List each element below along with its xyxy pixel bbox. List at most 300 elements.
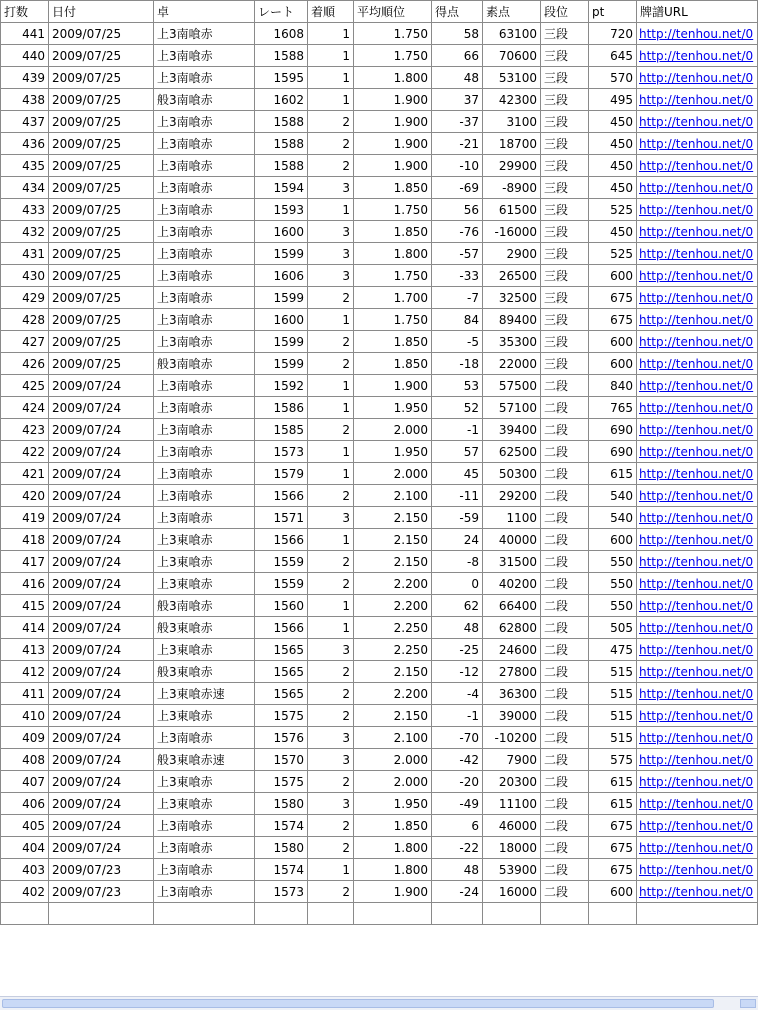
placement-cell: 1 [308,441,353,462]
dan-rank-cell: 二段 [541,419,588,440]
raw-points-cell: 7900 [483,749,540,770]
table-type-cell: 般3東喰赤 [154,661,254,682]
average-rank-cell: 1.850 [354,221,431,242]
log-url-cell [637,155,757,176]
date-cell: 2009/07/25 [49,133,153,154]
date-cell: 2009/07/24 [49,573,153,594]
pt-cell: 515 [589,727,636,748]
col-header-rate: レート [255,1,307,22]
raw-points-cell: 62500 [483,441,540,462]
dan-rank-cell: 二段 [541,881,588,902]
log-url-link[interactable]: http://tenhou.net/0 [639,180,754,195]
table-row [1,375,757,396]
log-url-link[interactable]: http://tenhou.net/0 [639,796,754,811]
log-url-link[interactable]: http://tenhou.net/0 [639,488,754,503]
table-type-cell: 上3南喰赤 [154,859,254,880]
rate-cell: 1559 [255,551,307,572]
log-url-link[interactable]: http://tenhou.net/0 [639,224,754,239]
average-rank-cell: 2.150 [354,529,431,550]
pt-cell: 765 [589,397,636,418]
game-count-cell: 405 [1,815,48,836]
horizontal-scrollbar[interactable] [0,996,758,1010]
score-cell: -10 [432,155,482,176]
table-type-cell: 上3南喰赤 [154,837,254,858]
date-cell [49,903,153,924]
log-url-link[interactable]: http://tenhou.net/0 [639,378,754,393]
dan-rank-cell: 三段 [541,243,588,264]
raw-points-cell: -16000 [483,221,540,242]
table-row [1,221,757,242]
average-rank-cell: 2.000 [354,771,431,792]
score-cell: -33 [432,265,482,286]
average-rank-cell: 2.000 [354,749,431,770]
game-count-cell: 424 [1,397,48,418]
log-url-link[interactable]: http://tenhou.net/0 [639,620,754,635]
average-rank-cell: 1.850 [354,177,431,198]
raw-points-cell: 70600 [483,45,540,66]
average-rank-cell: 2.200 [354,595,431,616]
table-row [1,661,757,682]
table-row [1,265,757,286]
table-row [1,705,757,726]
score-cell: -4 [432,683,482,704]
date-cell: 2009/07/25 [49,309,153,330]
pt-cell: 600 [589,331,636,352]
table-row [1,485,757,506]
game-count-cell: 417 [1,551,48,572]
log-url-cell [637,111,757,132]
log-url-link[interactable]: http://tenhou.net/0 [639,444,754,459]
game-count-cell: 441 [1,23,48,44]
placement-cell: 1 [308,529,353,550]
game-count-cell: 431 [1,243,48,264]
rate-cell: 1588 [255,133,307,154]
pt-cell: 575 [589,749,636,770]
pt-cell: 450 [589,111,636,132]
rate-cell: 1571 [255,507,307,528]
raw-points-cell: 35300 [483,331,540,352]
raw-points-cell: 3100 [483,111,540,132]
raw-points-cell: 32500 [483,287,540,308]
average-rank-cell: 2.100 [354,727,431,748]
date-cell: 2009/07/24 [49,727,153,748]
log-url-cell [637,727,757,748]
dan-rank-cell: 二段 [541,639,588,660]
date-cell: 2009/07/25 [49,177,153,198]
average-rank-cell: 2.150 [354,551,431,572]
table-type-cell: 般3南喰赤 [154,89,254,110]
average-rank-cell: 1.900 [354,375,431,396]
log-url-cell [637,265,757,286]
table-type-cell: 上3南喰赤 [154,331,254,352]
log-url-link[interactable]: http://tenhou.net/0 [639,554,754,569]
log-url-cell [637,199,757,220]
col-header-game-count: 打数 [1,1,48,22]
placement-cell: 3 [308,507,353,528]
dan-rank-cell: 二段 [541,485,588,506]
log-url-link[interactable]: http://tenhou.net/0 [639,818,754,833]
raw-points-cell: 66400 [483,595,540,616]
log-url-link[interactable]: http://tenhou.net/0 [639,334,754,349]
table-row [1,309,757,330]
log-url-cell [637,837,757,858]
log-url-link[interactable]: http://tenhou.net/0 [639,598,754,613]
log-url-cell [637,89,757,110]
scrollbar-thumb[interactable] [2,999,714,1008]
game-count-cell: 413 [1,639,48,660]
log-url-link[interactable]: http://tenhou.net/0 [639,422,754,437]
score-cell: 53 [432,375,482,396]
table-row [1,639,757,660]
rate-cell: 1566 [255,617,307,638]
rate-cell: 1573 [255,881,307,902]
dan-rank-cell: 三段 [541,199,588,220]
dan-rank-cell: 二段 [541,617,588,638]
raw-points-cell: 89400 [483,309,540,330]
table-type-cell: 上3東喰赤 [154,573,254,594]
game-count-cell: 423 [1,419,48,440]
table-row [1,419,757,440]
rate-cell [255,903,307,924]
score-cell: -37 [432,111,482,132]
game-count-cell: 411 [1,683,48,704]
date-cell: 2009/07/24 [49,375,153,396]
average-rank-cell: 2.150 [354,661,431,682]
raw-points-cell: 61500 [483,199,540,220]
rate-cell: 1560 [255,595,307,616]
rate-cell: 1594 [255,177,307,198]
game-count-cell: 415 [1,595,48,616]
table-type-cell: 上3南喰赤 [154,133,254,154]
log-url-link[interactable]: http://tenhou.net/0 [639,356,754,371]
raw-points-cell: 18000 [483,837,540,858]
table-type-cell: 上3南喰赤 [154,45,254,66]
dan-rank-cell: 二段 [541,397,588,418]
log-url-link[interactable]: http://tenhou.net/0 [639,664,754,679]
average-rank-cell: 2.250 [354,639,431,660]
average-rank-cell: 1.800 [354,67,431,88]
placement-cell: 2 [308,155,353,176]
log-url-cell [637,639,757,660]
log-url-cell [637,441,757,462]
date-cell: 2009/07/24 [49,837,153,858]
score-cell: -76 [432,221,482,242]
header-row [1,1,757,22]
table-row [1,463,757,484]
pt-cell: 600 [589,529,636,550]
col-header-table: 卓 [154,1,254,22]
date-cell: 2009/07/25 [49,287,153,308]
placement-cell: 2 [308,133,353,154]
table-type-cell: 上3南喰赤 [154,507,254,528]
date-cell: 2009/07/24 [49,639,153,660]
rate-cell: 1592 [255,375,307,396]
rate-cell: 1570 [255,749,307,770]
game-count-cell: 403 [1,859,48,880]
log-url-cell [637,419,757,440]
game-count-cell: 419 [1,507,48,528]
log-url-link[interactable]: http://tenhou.net/0 [639,268,754,283]
score-cell: -25 [432,639,482,660]
dan-rank-cell: 三段 [541,89,588,110]
dan-rank-cell: 三段 [541,353,588,374]
raw-points-cell: 36300 [483,683,540,704]
pt-cell: 645 [589,45,636,66]
game-count-cell [1,903,48,924]
table-type-cell: 上3東喰赤速 [154,683,254,704]
raw-points-cell: 53100 [483,67,540,88]
average-rank-cell: 1.950 [354,793,431,814]
score-cell: 62 [432,595,482,616]
log-url-cell [637,859,757,880]
placement-cell: 2 [308,661,353,682]
table-row [1,199,757,220]
average-rank-cell: 1.900 [354,111,431,132]
game-count-cell: 429 [1,287,48,308]
pt-cell: 675 [589,815,636,836]
dan-rank-cell: 二段 [541,793,588,814]
rate-cell: 1565 [255,661,307,682]
rate-cell: 1588 [255,111,307,132]
average-rank-cell: 1.750 [354,265,431,286]
table-row [1,177,757,198]
raw-points-cell [483,903,540,924]
dan-rank-cell: 二段 [541,463,588,484]
raw-points-cell: 40200 [483,573,540,594]
dan-rank-cell: 二段 [541,375,588,396]
game-count-cell: 408 [1,749,48,770]
log-url-cell [637,705,757,726]
date-cell: 2009/07/24 [49,441,153,462]
date-cell: 2009/07/25 [49,353,153,374]
date-cell: 2009/07/25 [49,221,153,242]
game-count-cell: 433 [1,199,48,220]
table-type-cell: 上3南喰赤 [154,419,254,440]
log-url-link[interactable]: http://tenhou.net/0 [639,26,754,41]
rate-cell: 1566 [255,485,307,506]
raw-points-cell: 39000 [483,705,540,726]
rate-cell: 1600 [255,309,307,330]
log-url-link[interactable]: http://tenhou.net/0 [639,752,754,767]
log-url-link[interactable]: http://tenhou.net/0 [639,686,754,701]
placement-cell: 2 [308,485,353,506]
log-url-link[interactable]: http://tenhou.net/0 [639,840,754,855]
log-url-link[interactable]: http://tenhou.net/0 [639,202,754,217]
log-url-link[interactable]: http://tenhou.net/0 [639,730,754,745]
table-row [1,793,757,814]
dan-rank-cell: 三段 [541,111,588,132]
raw-points-cell: -10200 [483,727,540,748]
col-header-score: 得点 [432,1,482,22]
scroll-right-button[interactable] [740,999,756,1008]
game-count-cell: 414 [1,617,48,638]
score-cell: 45 [432,463,482,484]
raw-points-cell: 53900 [483,859,540,880]
placement-cell: 3 [308,749,353,770]
rate-cell: 1585 [255,419,307,440]
log-url-cell [637,551,757,572]
pt-cell: 550 [589,573,636,594]
game-count-cell: 440 [1,45,48,66]
pt-cell: 675 [589,859,636,880]
average-rank-cell: 2.000 [354,463,431,484]
dan-rank-cell: 二段 [541,507,588,528]
log-url-link[interactable]: http://tenhou.net/0 [639,862,754,877]
log-url-link[interactable]: http://tenhou.net/0 [639,246,754,261]
score-cell: 66 [432,45,482,66]
date-cell: 2009/07/24 [49,661,153,682]
average-rank-cell: 1.900 [354,89,431,110]
rate-cell: 1586 [255,397,307,418]
rate-cell: 1574 [255,859,307,880]
placement-cell: 1 [308,309,353,330]
log-url-link[interactable]: http://tenhou.net/0 [639,884,754,899]
log-url-link[interactable]: http://tenhou.net/0 [639,312,754,327]
rate-cell: 1559 [255,573,307,594]
date-cell: 2009/07/25 [49,331,153,352]
average-rank-cell: 1.850 [354,331,431,352]
log-url-cell [637,815,757,836]
dan-rank-cell: 三段 [541,155,588,176]
log-url-link[interactable]: http://tenhou.net/0 [639,48,754,63]
score-cell: -24 [432,881,482,902]
game-count-cell: 418 [1,529,48,550]
placement-cell: 1 [308,463,353,484]
pt-cell: 515 [589,705,636,726]
game-count-cell: 426 [1,353,48,374]
rate-cell: 1574 [255,815,307,836]
dan-rank-cell: 三段 [541,23,588,44]
game-count-cell: 430 [1,265,48,286]
log-url-link[interactable]: http://tenhou.net/0 [639,136,754,151]
placement-cell: 2 [308,573,353,594]
average-rank-cell: 1.800 [354,859,431,880]
score-cell: -18 [432,353,482,374]
score-cell: -42 [432,749,482,770]
placement-cell [308,903,353,924]
score-cell: 48 [432,617,482,638]
dan-rank-cell [541,903,588,924]
table-row [1,353,757,374]
log-url-link[interactable]: http://tenhou.net/0 [639,466,754,481]
table-type-cell: 上3南喰赤 [154,727,254,748]
score-cell: -59 [432,507,482,528]
average-rank-cell [354,903,431,924]
log-url-link[interactable]: http://tenhou.net/0 [639,642,754,657]
table-type-cell: 上3南喰赤 [154,67,254,88]
date-cell: 2009/07/24 [49,617,153,638]
average-rank-cell: 1.750 [354,309,431,330]
pt-cell: 450 [589,221,636,242]
dan-rank-cell: 二段 [541,815,588,836]
log-url-cell [637,529,757,550]
raw-points-cell: 46000 [483,815,540,836]
dan-rank-cell: 二段 [541,837,588,858]
game-count-cell: 407 [1,771,48,792]
log-url-link[interactable]: http://tenhou.net/0 [639,158,754,173]
log-url-cell [637,507,757,528]
log-url-link[interactable]: http://tenhou.net/0 [639,774,754,789]
rate-cell: 1576 [255,727,307,748]
pt-cell: 615 [589,463,636,484]
raw-points-cell: 50300 [483,463,540,484]
score-cell: -70 [432,727,482,748]
log-url-cell [637,309,757,330]
rate-cell: 1573 [255,441,307,462]
score-cell: -7 [432,287,482,308]
log-url-cell [637,661,757,682]
table-type-cell: 上3東喰赤 [154,639,254,660]
date-cell: 2009/07/24 [49,397,153,418]
raw-points-cell: 57500 [483,375,540,396]
table-row [1,23,757,44]
placement-cell: 3 [308,243,353,264]
log-url-link[interactable]: http://tenhou.net/0 [639,532,754,547]
log-url-cell [637,463,757,484]
col-header-average-rank: 平均順位 [354,1,431,22]
placement-cell: 2 [308,111,353,132]
dan-rank-cell: 三段 [541,287,588,308]
col-header-log-url: 牌譜URL [637,1,757,22]
date-cell: 2009/07/24 [49,683,153,704]
placement-cell: 2 [308,551,353,572]
table-type-cell [154,903,254,924]
dan-rank-cell: 三段 [541,221,588,242]
table-type-cell: 上3東喰赤 [154,529,254,550]
score-cell: -1 [432,705,482,726]
pt-cell: 615 [589,771,636,792]
average-rank-cell: 1.700 [354,287,431,308]
placement-cell: 1 [308,595,353,616]
log-url-link[interactable]: http://tenhou.net/0 [639,708,754,723]
average-rank-cell: 1.850 [354,353,431,374]
placement-cell: 2 [308,419,353,440]
log-url-link[interactable]: http://tenhou.net/0 [639,290,754,305]
table-row [1,89,757,110]
average-rank-cell: 1.900 [354,155,431,176]
rate-cell: 1599 [255,243,307,264]
log-url-link[interactable]: http://tenhou.net/0 [639,70,754,85]
pt-cell [589,903,636,924]
score-cell: -1 [432,419,482,440]
game-count-cell: 410 [1,705,48,726]
table-type-cell: 上3南喰赤 [154,199,254,220]
raw-points-cell: 2900 [483,243,540,264]
raw-points-cell: 57100 [483,397,540,418]
table-type-cell: 上3南喰赤 [154,309,254,330]
average-rank-cell: 1.950 [354,397,431,418]
rate-cell: 1608 [255,23,307,44]
log-url-link[interactable]: http://tenhou.net/0 [639,576,754,591]
game-count-cell: 412 [1,661,48,682]
pt-cell: 515 [589,683,636,704]
log-url-link[interactable]: http://tenhou.net/0 [639,510,754,525]
table-row [1,595,757,616]
log-url-link[interactable]: http://tenhou.net/0 [639,400,754,415]
game-count-cell: 409 [1,727,48,748]
date-cell: 2009/07/24 [49,419,153,440]
log-url-link[interactable]: http://tenhou.net/0 [639,114,754,129]
log-url-cell [637,749,757,770]
placement-cell: 2 [308,837,353,858]
pt-cell: 495 [589,89,636,110]
log-url-cell [637,485,757,506]
log-url-link[interactable]: http://tenhou.net/0 [639,92,754,107]
score-cell: 48 [432,67,482,88]
game-count-cell: 406 [1,793,48,814]
table-row [1,397,757,418]
table-type-cell: 上3南喰赤 [154,397,254,418]
